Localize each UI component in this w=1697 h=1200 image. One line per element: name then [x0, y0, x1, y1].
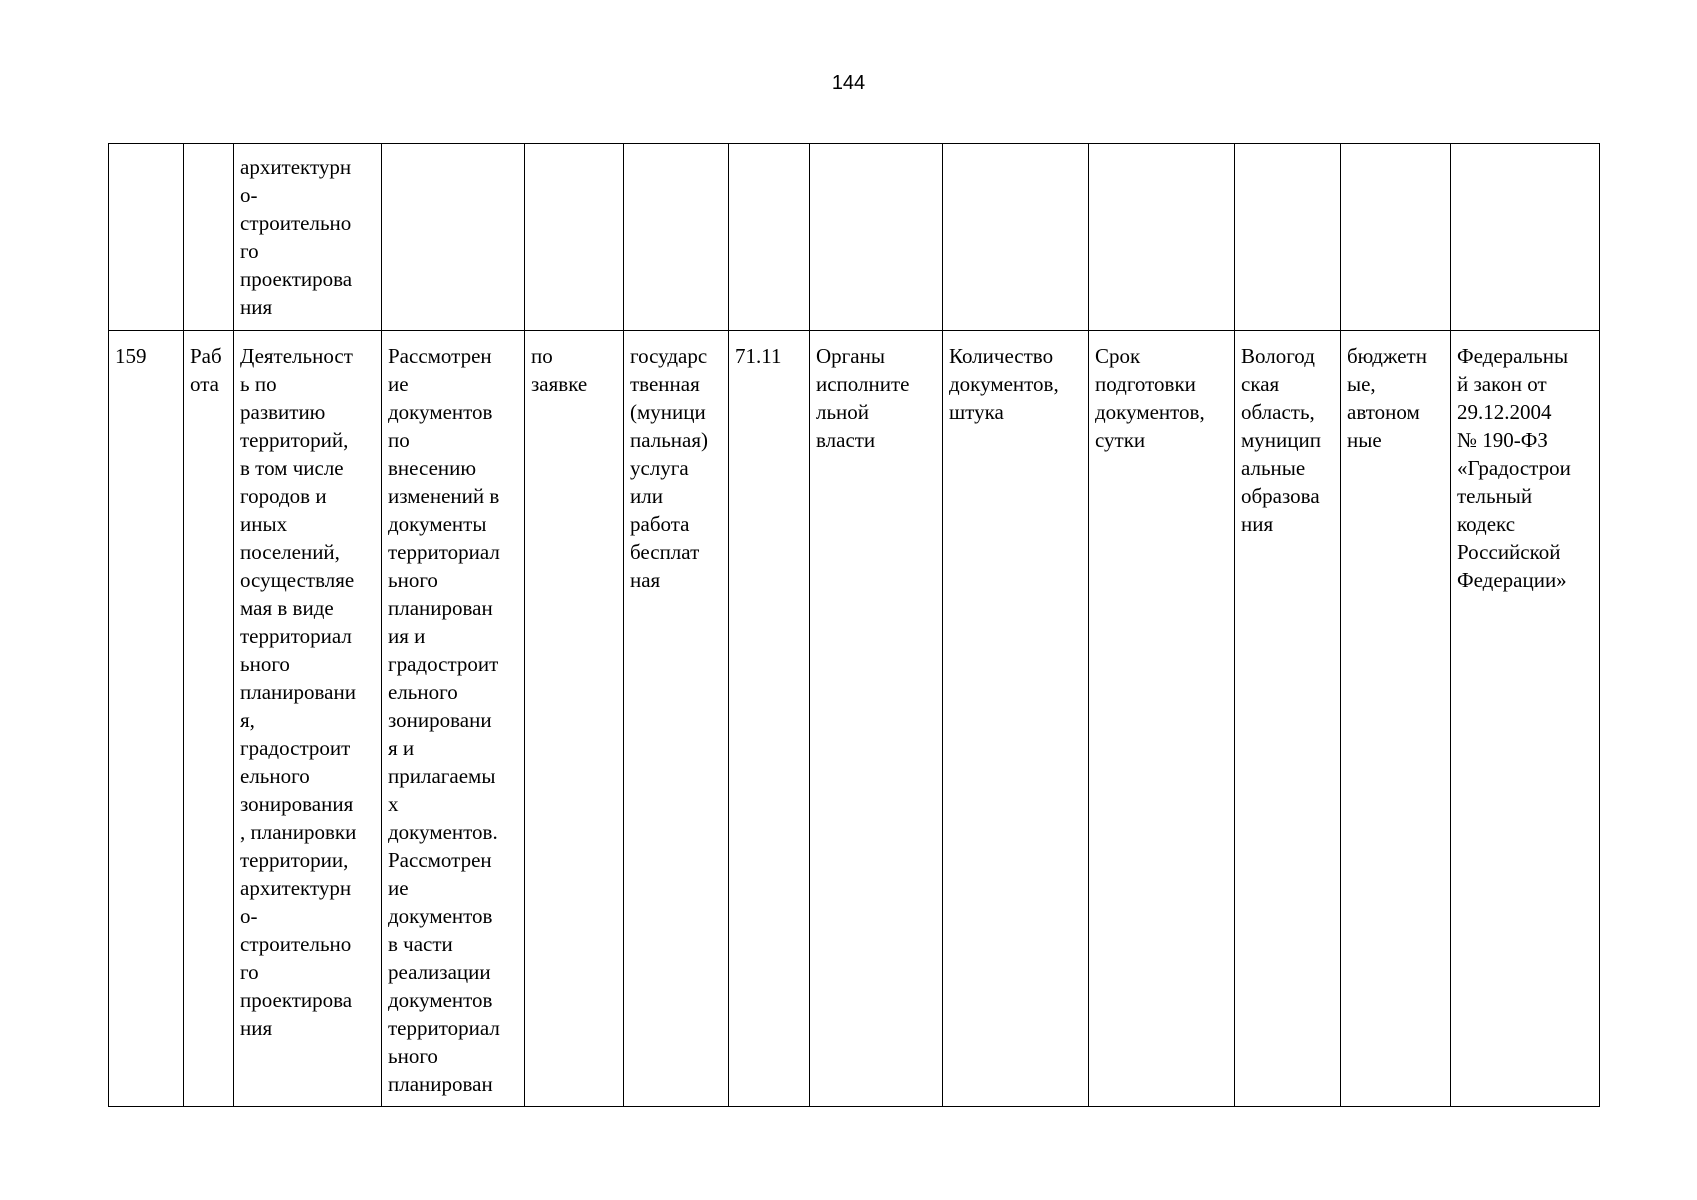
cell-territory [1235, 144, 1341, 331]
cell-authority: Органы исполните льной власти [810, 331, 943, 1107]
cell-quality-indicator [1089, 144, 1235, 331]
cell-type: Раб ота [184, 331, 234, 1107]
cell-activity: Деятельност ь по развитию территорий, в том числе городов и иных поселений, осуществляе мая в виде территориал ьного планировани я, градостроит ельного зонирования , планировки территории, архитектурн о- строительно го проектирова ния [234, 331, 382, 1107]
cell-legal-basis: Федеральны й закон от 29.12.2004 № 190-ФЗ «Градострои тельный кодекс Российской Федерации» [1451, 331, 1600, 1107]
cell-quality-indicator: Срок подготовки документов, сутки [1089, 331, 1235, 1107]
cell-condition: по заявке [525, 331, 624, 1107]
page-number: 144 [831, 72, 866, 94]
cell-legal-basis [1451, 144, 1600, 331]
cell-number: 159 [109, 331, 184, 1107]
cell-content [382, 144, 525, 331]
cell-service-type: государс твенная (муници пальная) услуга или работа бесплат ная [624, 331, 729, 1107]
cell-condition [525, 144, 624, 331]
cell-code [729, 144, 810, 331]
registry-table [108, 143, 1600, 1107]
table-row-continuation [109, 144, 1600, 331]
cell-type [184, 144, 234, 331]
cell-volume-indicator: Количество документов, штука [943, 331, 1089, 1107]
cell-institution-type [1341, 144, 1451, 331]
cell-content: Рассмотрен ие документов по внесению изменений в документы территориал ьного планирован ия и градостроит ельного зонировани я и прилагаемы х документов. Рассмотрен ие документов в части реализации документов территориал ьного планирован [382, 331, 525, 1107]
table-row-159 [109, 331, 1600, 1107]
cell-authority [810, 144, 943, 331]
cell-volume-indicator [943, 144, 1089, 331]
cell-territory: Вологод ская область, муницип альные образова ния [1235, 331, 1341, 1107]
cell-number [109, 144, 184, 331]
cell-service-type [624, 144, 729, 331]
cell-institution-type: бюджетн ые, автоном ные [1341, 331, 1451, 1107]
cell-activity: архитектурн о- строительно го проектирова ния [234, 144, 382, 331]
cell-code: 71.11 [729, 331, 810, 1107]
